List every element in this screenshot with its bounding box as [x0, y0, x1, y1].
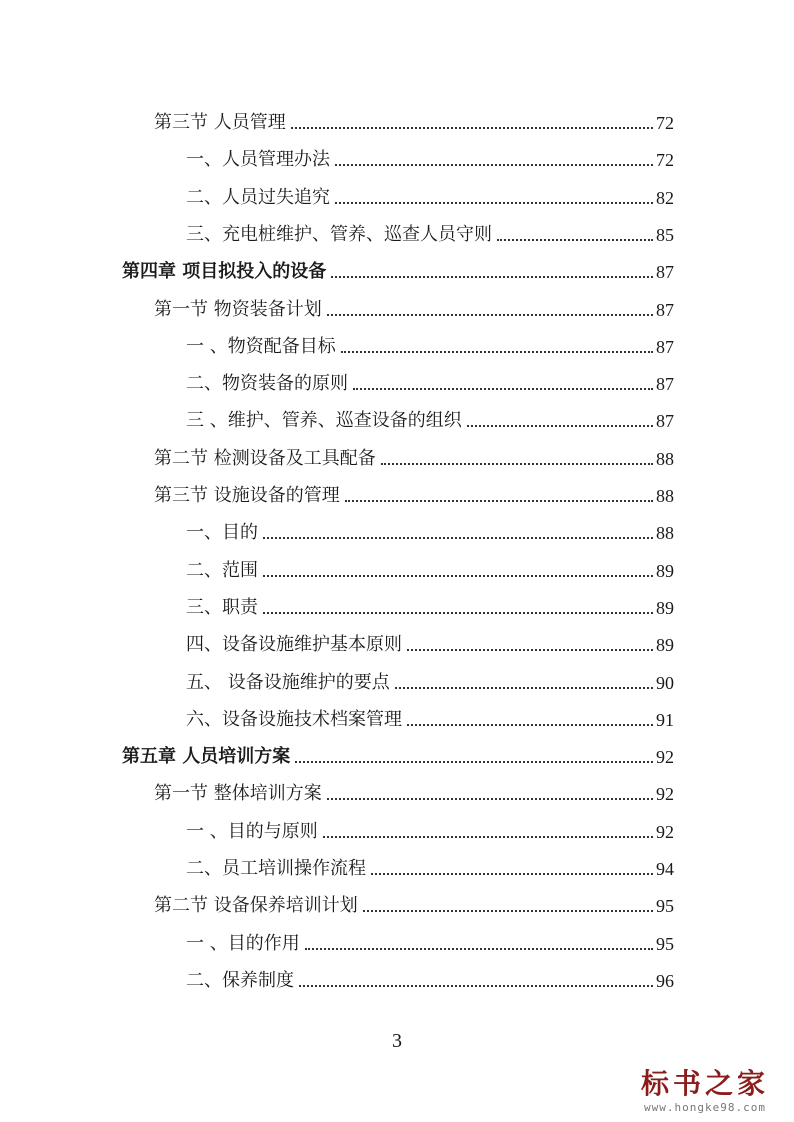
dot-leader: [363, 910, 653, 912]
toc-entry-label: 第五章 人员培训方案: [122, 746, 291, 768]
dot-leader: [497, 239, 653, 241]
toc-entry-label: 第四章 项目拟投入的设备: [122, 261, 327, 283]
toc-entry-label: 一、目的: [186, 522, 258, 544]
dot-leader: [335, 164, 653, 166]
toc-chapter-entry[interactable]: [122, 253, 674, 283]
toc-entry-label: 四、设备设施维护基本原则: [186, 634, 402, 656]
toc-entry[interactable]: [186, 402, 674, 432]
toc-entry-page: 92: [656, 784, 674, 805]
toc-entry-page: 87: [656, 374, 674, 395]
toc-entry-label: 第一节 物资装备计划: [154, 298, 322, 320]
toc-entry-label: 二、范围: [186, 559, 258, 581]
toc-entry-page: 82: [656, 187, 674, 208]
toc-entry[interactable]: [186, 328, 674, 358]
toc-entry[interactable]: [186, 365, 674, 395]
toc-entry-page: 87: [656, 299, 674, 320]
toc-entry-page: 89: [656, 597, 674, 618]
toc-entry[interactable]: [186, 514, 674, 544]
dot-leader: [395, 687, 653, 689]
toc-entry-label: 五、 设备设施维护的要点: [186, 671, 390, 693]
toc-entry-label: 二、保养制度: [186, 969, 294, 991]
watermark-logo: [630, 1067, 780, 1114]
toc-entry[interactable]: [186, 664, 674, 694]
toc-entry[interactable]: [186, 589, 674, 619]
toc-entry[interactable]: [186, 813, 674, 843]
dot-leader: [341, 351, 653, 353]
toc-entry-page: 87: [656, 411, 674, 432]
toc-entry-page: 88: [656, 523, 674, 544]
dot-leader: [331, 276, 653, 278]
toc-entry-label: 二、物资装备的原则: [186, 373, 348, 395]
page-number: 3: [392, 1030, 402, 1052]
toc-entry-label: 第三节 人员管理: [154, 112, 286, 133]
toc-entry[interactable]: [154, 775, 674, 805]
dot-leader: [305, 948, 653, 950]
dot-leader: [291, 127, 653, 129]
toc-entry[interactable]: [186, 179, 674, 209]
toc-entry-label: 二、员工培训操作流程: [186, 858, 366, 879]
toc-entry-page: 88: [656, 448, 674, 469]
toc-entry-page: 87: [656, 336, 674, 357]
dot-leader: [335, 202, 653, 204]
toc-entry-label: 二、人员过失追究: [186, 186, 330, 208]
toc-entry-label: 第三节 设施设备的管理: [154, 485, 340, 506]
toc-entry-page: 95: [656, 896, 674, 917]
toc-entry-page: 91: [656, 709, 674, 730]
toc-entry[interactable]: [154, 477, 674, 507]
toc-entry-page: 96: [656, 970, 674, 991]
toc-entry[interactable]: [186, 216, 674, 246]
toc-entry-page: 72: [656, 150, 674, 171]
toc-entry-page: 94: [656, 859, 674, 879]
toc-entry-page: 92: [656, 747, 674, 768]
dot-leader: [381, 463, 653, 465]
toc-entry[interactable]: [186, 141, 674, 171]
dot-leader: [263, 612, 653, 614]
toc-entry-label: 三、充电桩维护、管养、巡查人员守则: [186, 223, 492, 245]
toc-entry[interactable]: [186, 850, 674, 880]
toc-entry-page: 95: [656, 933, 674, 954]
toc-entry-page: 89: [656, 635, 674, 656]
toc-entry-page: 92: [656, 821, 674, 842]
dot-leader: [263, 575, 653, 577]
toc-entry-page: 85: [656, 224, 674, 245]
dot-leader: [295, 761, 653, 763]
toc-entry[interactable]: [154, 291, 674, 321]
toc-entry-label: 六、设备设施技术档案管理: [186, 708, 402, 730]
dot-leader: [467, 425, 653, 427]
toc-entry-page: 89: [656, 560, 674, 581]
dot-leader: [353, 388, 653, 390]
toc-entry[interactable]: [154, 104, 674, 134]
dot-leader: [263, 537, 653, 539]
watermark-url: www.hongke98.com: [644, 1101, 766, 1114]
toc-entry-label: 一 、目的作用: [186, 932, 300, 954]
toc-entry-page: 90: [656, 672, 674, 693]
watermark-title: 标书之家: [640, 1067, 769, 1100]
toc-entry[interactable]: [186, 626, 674, 656]
toc-entry[interactable]: [186, 962, 674, 992]
toc-entry-label: 第一节 整体培训方案: [154, 783, 322, 805]
dot-leader: [407, 649, 653, 651]
toc-chapter-entry[interactable]: [122, 738, 674, 768]
toc-entry-label: 三 、维护、管养、巡查设备的组织: [186, 410, 462, 432]
dot-leader: [299, 985, 653, 987]
toc-entry-label: 一、人员管理办法: [186, 149, 330, 171]
toc-entry-label: 第二节 设备保养培训计划: [154, 895, 358, 917]
toc-entry-page: 72: [656, 113, 674, 133]
dot-leader: [371, 873, 653, 875]
toc-entry[interactable]: [154, 887, 674, 917]
dot-leader: [327, 314, 653, 316]
toc-entry[interactable]: [186, 701, 674, 731]
dot-leader: [327, 798, 653, 800]
toc-entry[interactable]: [154, 440, 674, 470]
toc-entry-page: 87: [656, 262, 674, 283]
toc-entry-label: 一 、物资配备目标: [186, 335, 336, 357]
dot-leader: [345, 500, 653, 502]
toc-entry-label: 第二节 检测设备及工具配备: [154, 447, 376, 469]
dot-leader: [323, 836, 653, 838]
dot-leader: [407, 724, 653, 726]
toc-entry-page: 88: [656, 486, 674, 506]
toc-entry-label: 一 、目的与原则: [186, 820, 318, 842]
toc-entry[interactable]: [186, 552, 674, 582]
toc-entry[interactable]: [186, 925, 674, 955]
toc-entry-label: 三、职责: [186, 596, 258, 618]
